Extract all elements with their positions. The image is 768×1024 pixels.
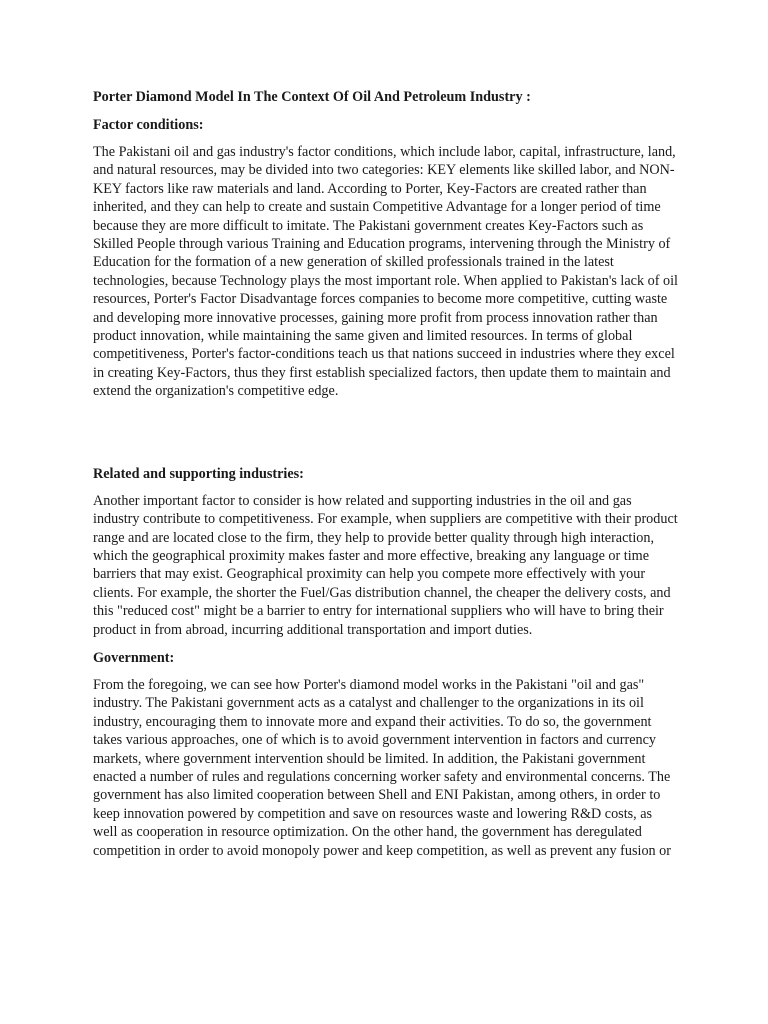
section-body-factor-conditions: The Pakistani oil and gas industry's factor conditions, which include labor, capital, infrastructure, land, and natural resources, may be divided into two categories: KEY elements like skilled labor, and NON-KEY factors like raw materials and land. According to Porter, Key-Factors are created rather than inherited, and they can help to create and sustain Competitive Advantage for a longer period of time because they are more difficult to imitate. The Pakistani government creates Key-Factors such as Skilled People through various Training and Education programs, intervening through the Ministry of Education for the formation of a new generation of skilled professionals trained in the latest technologies, because Technology plays the most important role. When applied to Pakistan's lack of oil resources, Porter's Factor Disadvantage forces companies to become more competitive, cutting waste and developing more innovative processes, gaining more profit from process innovation rather than product innovation, while maintaining the same given and limited resources. In terms of global competitiveness, Porter's factor-conditions teach us that nations succeed in industries where they excel in creating Key-Factors, thus they first establish specialized factors, then update them to maintain and extend the organization's competitive edge. bbox=[93, 144, 678, 400]
section-heading-government: Government: bbox=[93, 649, 175, 666]
section-body-government: From the foregoing, we can see how Porter's diamond model works in the Pakistani "oil and gas" industry. The Pakistani government acts as a catalyst and challenger to the organizations in its oil industry, encouraging them to innovate more and expand their activities. To do so, the government takes various approaches, one of which is to avoid government intervention in factors and currency markets, where government intervention should be limited. In addition, the Pakistani government enacted a number of rules and regulations concerning worker safety and environmental concerns. The government has also limited cooperation between Shell and ENI Pakistan, among others, in order to keep innovation powered by competition and save on resources waste and lowering R&D costs, as well as cooperation in resource optimization. On the other hand, the government has deregulated competition in order to avoid monopoly power and keep competition, as well as prevent any fusion or bbox=[93, 676, 672, 859]
section-heading-related-industries: Related and supporting industries: bbox=[93, 465, 304, 482]
section-body-related-industries: Another important factor to consider is how related and supporting industries in the oil and gas industry contribute to competitiveness. For example, when suppliers are competitive with their product range and are located close to the firm, they help to provide better quality through high interaction, which the geographical proximity makes faster and more effective, breaking any language or time barriers that may exist. Geographical proximity can help you compete more effectively with your clients. For example, the shorter the Fuel/Gas distribution channel, the cheaper the delivery costs, and this "reduced cost" might be a barrier to entry for international suppliers who will have to bring their product in from abroad, incurring additional transportation and import duties. bbox=[93, 492, 678, 638]
section-spacer bbox=[93, 639, 678, 649]
section-spacer bbox=[93, 401, 678, 465]
section-heading-factor-conditions: Factor conditions: bbox=[93, 117, 204, 133]
document-page bbox=[93, 88, 678, 860]
document-title: Porter Diamond Model In The Context Of Oil And Petroleum Industry : bbox=[93, 89, 531, 105]
